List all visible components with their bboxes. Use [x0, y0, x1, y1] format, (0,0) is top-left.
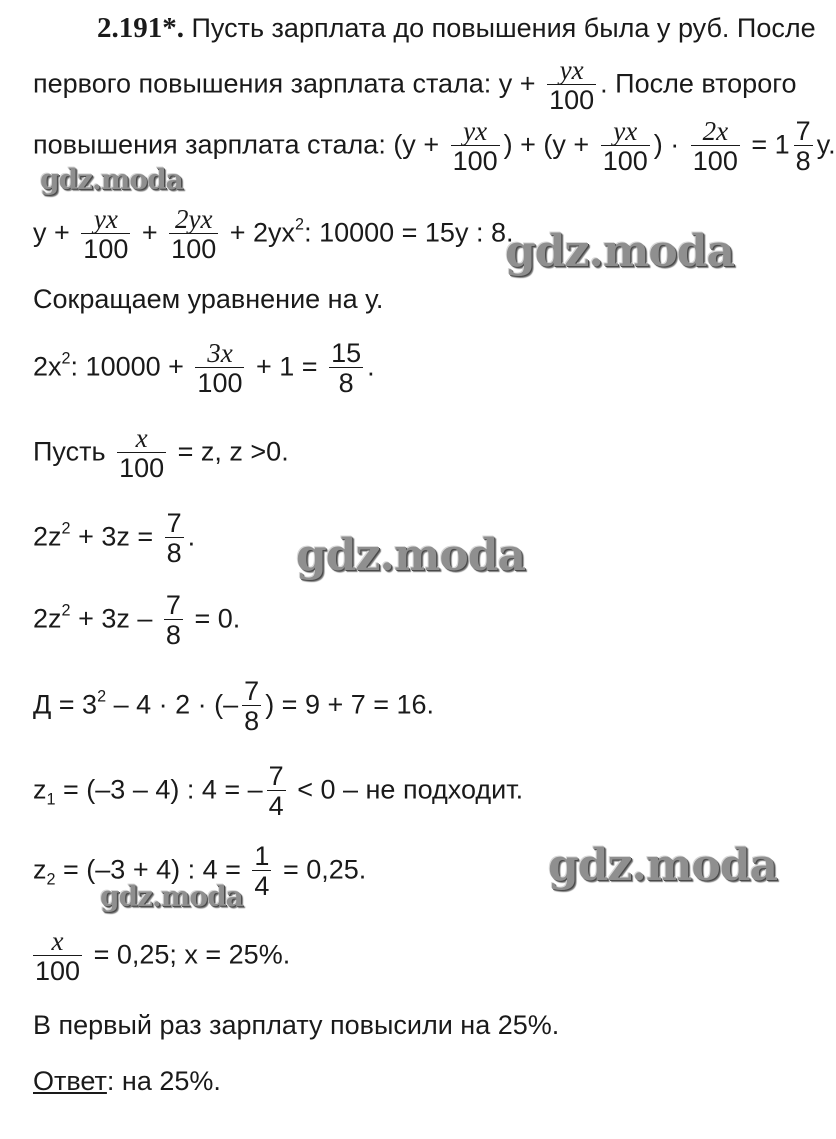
period: . — [187, 521, 196, 552]
disc-b: – 4 · 2 · (– — [113, 689, 239, 720]
reduce-text: Сокращаем уравнение на у. — [33, 284, 384, 314]
fraction — [165, 510, 184, 567]
eq4-a: 2z — [33, 603, 62, 634]
sub-a: Пусть — [33, 436, 106, 467]
z1-c: < 0 – не подходит. — [297, 774, 524, 805]
numerator: 2yx — [174, 204, 213, 234]
eq2-c: + 1 = — [256, 351, 318, 382]
numerator: yx — [93, 204, 118, 234]
equation-3 — [33, 510, 195, 567]
problem-text-3-end: y. — [816, 129, 836, 160]
z1-b: = (–3 – 4) : 4 = – — [63, 774, 263, 805]
equation-4 — [33, 592, 240, 649]
problem-line-3: повышения зарплата стала: (у + $\frac{yx}{100}$ ) + (у + $\frac{yx}{100}$ ) · $\frac{2x}{100}$ = 1 $\frac{7}{8}$ y. — [33, 116, 836, 176]
fraction — [547, 57, 596, 114]
denominator: 8 — [244, 706, 260, 736]
z2-var: z — [33, 854, 47, 885]
eq1-rest-end: : 10000 = 15у : 8. — [304, 217, 514, 248]
substitution — [33, 425, 289, 482]
eq1-rest: + 2ух — [229, 217, 296, 248]
exponent: 2 — [61, 519, 71, 538]
answer — [33, 1068, 221, 1095]
denominator: 4 — [254, 871, 270, 901]
numerator: 7 — [166, 508, 182, 538]
plus: + — [141, 217, 158, 248]
numerator: x — [51, 926, 64, 956]
fraction — [601, 118, 650, 175]
denominator: 100 — [692, 146, 738, 176]
fraction — [451, 118, 500, 175]
equals: = 1 — [751, 129, 790, 160]
z1-var: z — [33, 774, 47, 805]
problem-line-2 — [33, 57, 797, 114]
denominator: 8 — [795, 146, 811, 176]
fraction — [267, 763, 286, 820]
subscript: 1 — [46, 790, 56, 809]
result-text: = 0,25; x = 25%. — [93, 939, 291, 970]
fraction — [33, 928, 82, 985]
numerator: yx — [613, 116, 638, 146]
numerator: x — [135, 423, 148, 453]
fraction — [691, 118, 740, 175]
fraction — [117, 425, 166, 482]
numerator: 7 — [268, 761, 284, 791]
problem-text-1: Пусть зарплата до повышения была у руб. После — [191, 13, 816, 43]
denominator: 100 — [602, 146, 648, 176]
fraction — [252, 843, 271, 900]
numerator: 2x — [702, 116, 729, 146]
problem-text-2-end: . После второго — [600, 68, 797, 99]
exponent: 2 — [61, 601, 71, 620]
z2-b: = (–3 + 4) : 4 = — [63, 854, 241, 885]
discriminant — [33, 678, 434, 735]
fraction — [794, 118, 813, 175]
problem-line-1 — [97, 14, 816, 43]
answer-label: Ответ — [33, 1066, 107, 1096]
numerator: yx — [559, 55, 584, 85]
eq3-a: 2z — [33, 521, 62, 552]
watermark: gdz.moda — [40, 163, 183, 196]
exponent: 2 — [295, 215, 305, 234]
denominator: 100 — [83, 234, 129, 264]
denominator: 100 — [35, 956, 81, 986]
denominator: 8 — [329, 367, 363, 397]
sub-b: = z, z >0. — [177, 436, 289, 467]
denominator: 100 — [119, 453, 165, 483]
numerator: 15 — [331, 338, 362, 368]
eq4-b: + 3z – — [78, 603, 153, 634]
conclusion: В первый раз зарплату повысили на 25%. — [33, 1010, 560, 1040]
equation-1 — [33, 206, 513, 263]
result — [33, 928, 290, 985]
exponent: 2 — [61, 349, 71, 368]
watermark: gdz.moda — [505, 226, 735, 277]
problem-text-3-mid: ) + (у + — [503, 129, 590, 160]
exponent: 2 — [97, 687, 107, 706]
answer-text: : на 25%. — [106, 1066, 221, 1096]
problem-number: 2.191*. — [97, 12, 184, 44]
denominator: 8 — [165, 620, 181, 650]
problem-text-2: первого повышения зарплата стала: у + — [33, 68, 536, 99]
eq4-end: = 0. — [194, 603, 241, 634]
denominator: 100 — [452, 146, 498, 176]
denominator: 8 — [166, 538, 182, 568]
eq1-start: у + — [33, 217, 70, 248]
subscript: 2 — [46, 870, 56, 889]
disc-c: ) = 9 + 7 = 16. — [265, 689, 435, 720]
equation-2 — [33, 340, 375, 397]
denominator: 4 — [268, 791, 284, 821]
paren: ) — [653, 129, 663, 160]
fraction — [164, 592, 183, 649]
numerator: 3x — [207, 338, 233, 368]
eq3-b: + 3z = — [78, 521, 154, 552]
z2-c: = 0,25. — [282, 854, 367, 885]
period: . — [367, 351, 375, 382]
fraction — [242, 678, 261, 735]
problem-text-3: повышения зарплата стала: (у + — [33, 129, 440, 160]
root-z1 — [33, 763, 523, 820]
eq2-b: : 10000 + — [70, 351, 184, 382]
fraction — [195, 340, 244, 397]
eq2-a: 2x — [33, 351, 62, 382]
watermark: gdz.moda — [100, 880, 243, 913]
denominator: 100 — [171, 234, 217, 264]
watermark: gdz.moda — [296, 530, 526, 581]
numerator: yx — [463, 116, 488, 146]
denominator: 100 — [549, 85, 595, 115]
disc-a: Д = 3 — [33, 689, 98, 720]
numerator: 7 — [165, 590, 181, 620]
watermark: gdz.moda — [548, 840, 778, 891]
denominator: 100 — [197, 368, 243, 398]
fraction — [81, 206, 130, 263]
fraction — [169, 206, 218, 263]
numerator: 1 — [254, 841, 270, 871]
numerator: 7 — [244, 676, 260, 706]
numerator: 7 — [795, 116, 811, 146]
fraction — [329, 340, 363, 397]
